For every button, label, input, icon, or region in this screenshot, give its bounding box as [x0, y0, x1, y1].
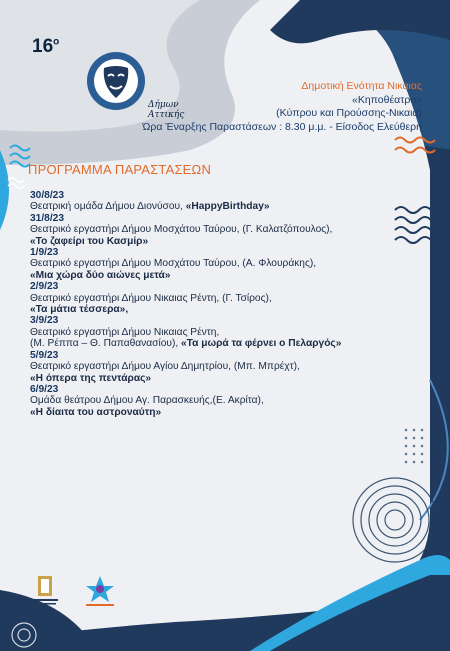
- theatre-logo-icon: [86, 576, 114, 606]
- festival-region: Δήμων Αττικής: [148, 100, 185, 120]
- program-entry: [30, 190, 410, 213]
- entry-date: 3/9/23: [30, 315, 59, 327]
- entry-director: (Α. Φλουράκης),: [242, 258, 317, 270]
- entry-director: (Ε. Ακρίτα),: [212, 395, 264, 407]
- entry-date: 30/8/23: [30, 190, 64, 201]
- entry-group: Θεατρική ομάδα Δήμου Διονύσου,: [30, 201, 183, 213]
- entry-title: «Η δίαιτα του αστροναύτη»: [30, 406, 162, 418]
- entry-director: (Μ. Ρέππα – Θ. Παπαθανασίου),: [30, 338, 179, 350]
- entry-date: 1/9/23: [30, 247, 59, 259]
- venue-address: (Κύπρου και Προύσσης-Νικαια): [276, 107, 422, 119]
- municipality-emblem-icon: [34, 576, 58, 605]
- entry-director: (Γ. Καλατζόπουλος),: [242, 224, 333, 236]
- entry-date: 31/8/23: [30, 212, 64, 224]
- entry-group: Θεατρικό εργαστήρι Δήμου Μοσχάτου Ταύρου,: [30, 224, 240, 236]
- festival-edition: $16^o$: [32, 36, 60, 57]
- venue-info: [122, 80, 422, 134]
- entry-title: «Μια χώρα δύο αιώνες μετά»: [30, 269, 171, 281]
- program-entry: [30, 315, 410, 349]
- entry-director: (Μπ. Μπρέχτ),: [233, 361, 300, 373]
- program-entry: [30, 247, 410, 281]
- program-list: [30, 190, 410, 418]
- entry-date: 5/9/23: [30, 349, 59, 361]
- festival-arc-text: [50, 30, 180, 31]
- entry-title: «Η όπερα της πεντάρας»: [30, 372, 152, 384]
- entry-title: «HappyBirthday»: [185, 201, 270, 213]
- entry-date: 2/9/23: [30, 281, 59, 293]
- program-entry: [30, 384, 410, 418]
- entry-group: Θεατρικό εργαστήρι Δήμου Μοσχάτου Ταύρου,: [30, 258, 240, 270]
- venue-name: «Κηποθέατρο»: [351, 93, 422, 106]
- program-entry: [30, 213, 410, 247]
- entry-title: «Τα μάτια τέσσερα»,: [30, 304, 129, 316]
- sponsor-logos: [30, 572, 140, 612]
- program-entry: [30, 281, 410, 315]
- entry-title: «Τα μωρά τα φέρνει ο Πελαργός»: [181, 338, 342, 350]
- venue-time: Ώρα Έναρξης Παραστάσεων : 8.30 μ.μ. - Είσοδος Ελεύθερη: [142, 120, 422, 133]
- program-entry: [30, 350, 410, 384]
- entry-group: Θεατρικό εργαστήρι Δήμου Νικαιας Ρέντη,: [30, 292, 220, 304]
- entry-group: Ομάδα θεάτρου Δήμου Αγ. Παρασκευής,: [30, 395, 213, 407]
- entry-title: «Το ζαφείρι του Κασμίρ»: [30, 235, 149, 247]
- venue-district: Δημοτική Ενότητα Νικαιας: [301, 80, 422, 92]
- entry-date: 6/9/23: [30, 383, 59, 395]
- entry-group: Θεατρικό εργαστήρι Δήμου Αγίου Δημητρίου,: [30, 361, 232, 373]
- entry-group: Θεατρικό εργαστήρι Δήμου Νικαιας Ρέντη,: [30, 326, 220, 338]
- entry-director: (Γ. Τσίρος),: [222, 292, 272, 304]
- program-title: ΠΡΟΓΡΑΜΜΑ ΠΑΡΑΣΤΑΣΕΩΝ: [28, 162, 212, 177]
